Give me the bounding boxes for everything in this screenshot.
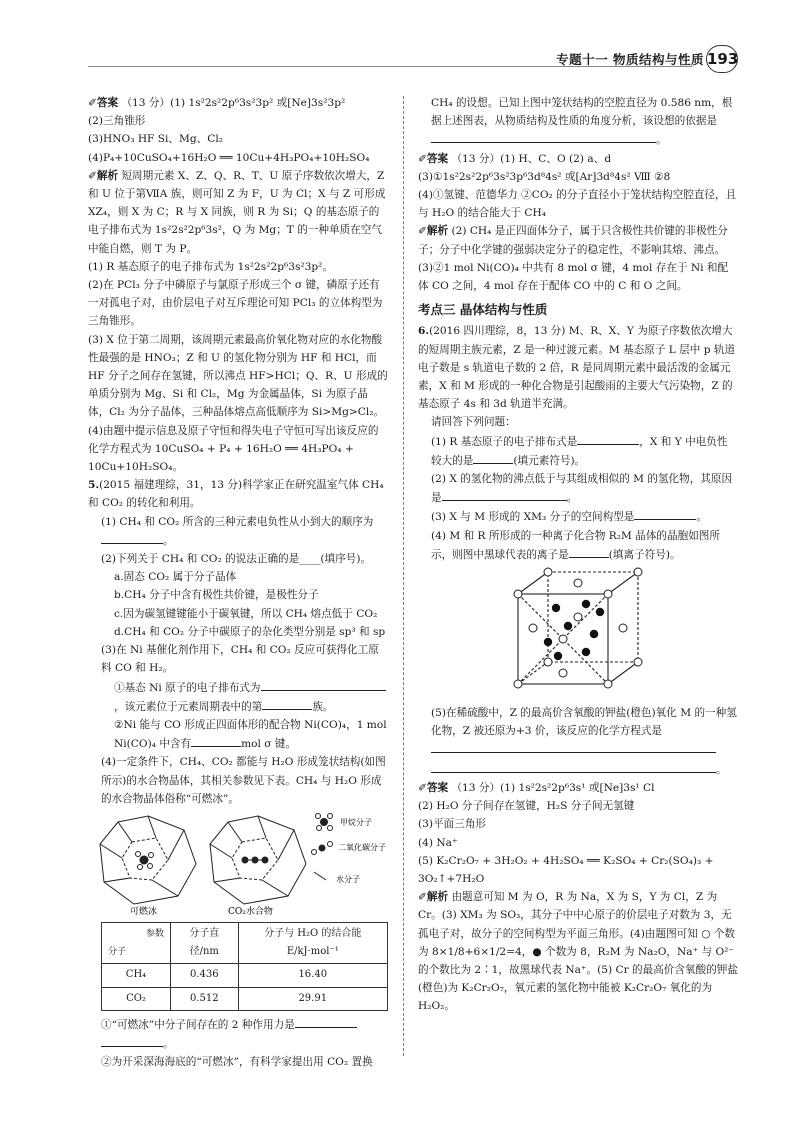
answer-blank[interactable]	[577, 432, 639, 445]
q6-part-2	[418, 470, 738, 507]
q5-part-4-1-text: ①“可燃冰”中分子间存在的 2 种作用力是	[101, 1018, 295, 1031]
answer-blank[interactable]	[473, 451, 513, 464]
question-text: (2015 福建理综，31，13 分)科学家正在研究温室气体 CH₄ 和 CO₂ 的转化和利用。	[88, 479, 384, 510]
chapter-title: 专题十一 物质结构与性质	[556, 52, 704, 67]
methane-legend-icon	[316, 813, 333, 830]
q6-part-3-text: (3) X 与 M 形成的 XM₃ 分子的空间构型是	[431, 511, 635, 524]
right-column	[418, 94, 738, 1016]
q5-part-4-2-continued: CH₄ 的设想。已知上图中笼状结构的空腔直径为 0.586 nm，根据上述图表，从物质结构及性质的角度分析，该设想的依据是	[431, 97, 733, 128]
table-row	[102, 987, 388, 1010]
header-rule	[88, 66, 692, 67]
analysis-icon: ✐	[418, 225, 427, 238]
answer-icon: ✐	[418, 152, 427, 165]
answer-blank[interactable]	[101, 1034, 163, 1047]
answer-1-line-4: (4)P₄+10CuSO₄+16H₂O ══ 10Cu+4H₃PO₄+10H₂SO₄	[88, 151, 370, 164]
q5-option-b: b.CH₄ 分子中含有极性共价键，是极性分子	[114, 589, 319, 602]
answer-text: （13 分）(1) 1s²2s²2p⁶3s¹ 或[Ne]3s¹ Cl	[451, 781, 655, 794]
co2-legend-icon	[312, 841, 333, 854]
q6-part-2-text: (2) X 的氢化物的沸点低于与其组成相似的 M 的氢化物，其原因是	[431, 473, 733, 505]
figure-label-2: CO₂水合物	[228, 906, 273, 917]
table-header-param: 参数	[145, 928, 164, 939]
answer-3-line-1	[418, 779, 738, 797]
explanation-text: 短周期元素 X、Z、Q、R、T、U 原子序数依次增大，Z 和 U 位于第ⅦA 族，则可知 Z 为 F，U 为 Cl；X 与 Z 可形成 XZ₄，则 X 为 C；R 与 X 同族，则 R 为 Si；Q 的基态原子的电子排布式为 1s²2s²2p⁶3s²，Q 为 Mg；T 的一种单质在空气中能自燃，则 T 为 P。	[88, 169, 386, 255]
answer-blank[interactable]	[431, 760, 716, 773]
q5-part-4-1	[88, 1015, 388, 1034]
q6-part-5-blank-line-2: 。	[418, 760, 738, 779]
answer-blank[interactable]	[262, 697, 312, 710]
period: 。	[163, 534, 174, 547]
table-header-energy: 分子与 H₂O 的结合能 E/kJ·mol⁻¹	[238, 922, 387, 963]
anion-spheres	[514, 568, 642, 688]
answer-blank[interactable]	[101, 531, 163, 544]
question-number: 5.	[88, 479, 100, 492]
period: 。	[566, 492, 578, 505]
data-table	[101, 922, 388, 1011]
answer-2-line-2: (3)①1s²2s²2p⁶3s²3p⁶3d⁸4s² 或[Ar]3d⁸4s² Ⅷ ②8	[418, 170, 671, 183]
table-cell: 16.40	[238, 964, 387, 987]
q6-part-4-text-2: (填离子符号)。	[608, 548, 681, 561]
unit-cell-figure	[418, 564, 738, 704]
explanation-1-p3: (2)在 PCl₃ 分子中磷原子与氯原子形成三个 σ 键，磷原子还有一对孤电子对，由价层电子对互斥理论可知 PCl₃ 的立体构型为三角锥形。	[88, 279, 383, 328]
analysis-icon: ✐	[418, 891, 427, 904]
q5-part-4-2: ②为开采深海海底的“可燃冰”，有科学家提出用 CO₂ 置换	[101, 1056, 373, 1069]
answer-3-line-3: (3)平面三角形	[418, 818, 486, 831]
answer-blank[interactable]	[191, 734, 241, 747]
answer-blank[interactable]	[431, 740, 716, 753]
q5-part-3: (3)在 Ni 基催化剂作用下，CH₄ 和 CO₂ 反应可获得化工原料 CO 和 H₂。	[101, 644, 379, 675]
figure-label-1: 可燃冰	[130, 906, 158, 917]
explanation-1-p4: (3) X 位于第二周期，该周期元素最高价氧化物对应的水化物酸性最强的是 HNO₃；Z 和 U 的氢化物分别为 HF 和 HCl，而 HF 分子之间存在氢键，所以沸点 HF>HCl；Q、R、U 形成的单质分别为 Mg、Si 和 Cl₂，Mg 为金属晶体，Si 为原子晶体，Cl₂ 为分子晶体，三种晶体熔点高低顺序为 Si>Mg>Cl₂。	[88, 333, 388, 419]
q6-part-1-text-3: (填元素符号)。	[513, 454, 586, 467]
q5-part-3-1-text-2: ，该元素位于元素周期表中的第	[114, 700, 263, 713]
explanation-1-p5: (4)由题中提示信息及原子守恒和得失电子守恒可写出该反应的化学方程式为 10CuSO₄ + P₄ + 16H₂O ══ 4H₃PO₄ + 10Cu+10H₂SO₄。	[88, 424, 379, 474]
answer-text: （13 分）(1) H、C、O (2) a、d	[451, 152, 612, 165]
analysis-label: 解析	[426, 225, 449, 238]
answer-label: 答案	[96, 97, 119, 109]
answer-blank[interactable]	[531, 130, 656, 143]
question-6-head	[418, 322, 738, 413]
cage-structure-1	[100, 816, 196, 904]
q5-part-1-blank-line	[88, 531, 388, 550]
question-5-head	[88, 476, 388, 512]
column-divider	[403, 96, 404, 1056]
answer-blank[interactable]	[431, 130, 531, 143]
answer-1-line-1	[88, 94, 388, 112]
water-legend-icon	[314, 872, 326, 880]
q5-part-3-1	[88, 678, 388, 716]
q6-part-1-text: (1) R 基态原子的电子排布式是	[431, 435, 578, 448]
explanation-text: (2) CH₄ 是正四面体分子，属于只含极性共价键的非极性分子；分子中化学键的强弱决定分子的稳定性，不影响其熔、沸点。(3)②1 mol Ni(CO)₄ 中共有 8 mol σ 键，4 mol 存在于 Ni 和配体 CO 之间，4 mol 存在于配体 CO 中的 C 和 O 之间。	[418, 225, 729, 293]
answer-blank[interactable]	[261, 678, 386, 691]
explanation-text: 由题意可知 M 为 O，R 为 Na，X 为 S，Y 为 Cl，Z 为 Cr。(3) XM₃ 为 SO₃，其分子中中心原子的价层电子对数为 3，无孤电子对，故分子的空间构型为平面三角形。(4)由题图可知 ○ 个数为 8×1/8+6×1/2=4，● 个数为 8，R₂M 为 Na₂O，Na⁺ 与 O²⁻ 的个数比为 2∶1，故黑球代表 Na⁺。(5) Cr 的最高价含氧酸的钾盐(橙色)为 K₂Cr₂O₇，氧元素的氢化物中能被 K₂Cr₂O₇ 氧化的为 H₂O₂。	[418, 891, 738, 1013]
answer-icon: ✐	[88, 97, 97, 109]
q6-part-4-text: (4) M 和 R 所形成的一种离子化合物 R₂M 晶体的晶胞如图所示，则图中黑球代表的离子是	[431, 529, 720, 561]
q5-part-2: (2)下列关于 CH₄ 和 CO₂ 的说法正确的是____(填序号)。	[101, 553, 372, 566]
table-row	[102, 964, 388, 987]
q5-option-a: a.固态 CO₂ 属于分子晶体	[114, 571, 237, 584]
q5-part-1-text: (1) CH₄ 和 CO₂ 所含的三种元素电负性从小到大的顺序为	[101, 515, 374, 528]
page-number: 193	[706, 45, 738, 73]
q6-part-3	[418, 507, 738, 526]
answer-3-line-5: (5) K₂Cr₂O₇ + 3H₂O₂ + 4H₂SO₄ ══ K₂SO₄ + Cr₂(SO₄)₃ + 3O₂↑+7H₂O	[418, 854, 714, 885]
q6-part-1-text-2: ，X 和 Y 中电负性较大的是	[431, 435, 728, 467]
table-cell: 0.436	[171, 964, 239, 987]
cage-structure-2	[210, 816, 306, 904]
q5-part-3-1-text: ①基态 Ni 原子的电子排布式为	[114, 681, 261, 694]
question-text: (2016 四川理综，8，13 分) M、R、X、Y 为原子序数依次增大的短周期主族元素，Z 是一种过渡元素。M 基态原子 L 层中 p 轨道电子数是 s 轨道电子数的 2 倍，R 是同周期元素中最活泼的金属元素，X 和 M 形成的一种化合物是引起酸雨的主要大气污染物，Z 的基态原子 4s 和 3d 轨道半充满。	[418, 325, 736, 411]
table-corner-cell	[102, 922, 171, 963]
q5-part-1	[88, 513, 388, 531]
table-cell: 29.91	[238, 987, 387, 1010]
answer-1-line-3: (3)HNO₃ HF Si、Mg、Cl₂	[88, 133, 223, 146]
q5-part-3-2	[88, 716, 388, 753]
q6-part-5: (5)在稀硫酸中，Z 的最高价含氧酸的钾盐(橙色)氧化 M 的一种氢化物，Z 被还原为+3 价，该反应的化学方程式是	[431, 707, 737, 738]
answer-blank[interactable]	[634, 507, 696, 520]
answer-label: 答案	[426, 781, 449, 794]
answer-blank[interactable]	[569, 545, 609, 558]
table-header-molecule: 分子	[108, 947, 127, 958]
page-header	[0, 42, 800, 76]
explanation-3	[418, 888, 738, 1015]
answer-2-line-1	[418, 150, 738, 168]
answer-1-line-2: (2)三角锥形	[88, 115, 146, 128]
left-column	[88, 94, 388, 1071]
explanation-1-p2: (1) R 基态原子的电子排布式为 1s²2s²2p⁶3s²3p²。	[88, 260, 334, 273]
period: 。	[696, 511, 707, 524]
q5-part-4: (4)一定条件下，CH₄、CO₂ 都能与 H₂O 形成笼状结构(如图所示)的水合物晶体，其相关参数见下表。CH₄ 与 H₂O 形成的水合物晶体俗称“可燃冰”。	[101, 756, 386, 805]
answer-blank[interactable]	[442, 488, 567, 501]
explanation-2	[418, 222, 738, 295]
legend-water: 水分子	[336, 874, 360, 884]
q5-part-3-2-text-2: mol σ 键。	[241, 738, 297, 751]
answer-2-line-3: (4)①氢键、范德华力 ②CO₂ 的分子直径小于笼状结构空腔直径，且与 H₂O 的结合能大于 CH₄	[418, 189, 737, 220]
clathrate-figure	[88, 808, 388, 918]
q6-part-1	[418, 432, 738, 470]
legend-co2: 二氧化碳分子	[338, 842, 386, 852]
q6-part-5-blank-line	[418, 740, 738, 759]
answer-label: 答案	[426, 152, 449, 165]
q6-prompt: 请回答下列问题：	[431, 416, 516, 429]
question-number: 6.	[418, 325, 430, 338]
table-cell: CO₂	[102, 987, 171, 1010]
answer-text: （13 分）(1) 1s²2s²2p⁶3s²3p² 或[Ne]3s²3p²	[121, 97, 346, 109]
q5-option-c: c.因为碳氢键键能小于碳氧键，所以 CH₄ 熔点低于 CO₂	[114, 607, 378, 620]
explanation-1	[88, 167, 388, 258]
q5-option-d: d.CH₄ 和 CO₂ 分子中碳原子的杂化类型分别是 sp³ 和 sp	[114, 625, 386, 638]
table-cell: 0.512	[171, 987, 239, 1010]
analysis-label: 解析	[96, 169, 119, 182]
analysis-icon: ✐	[88, 169, 97, 182]
answer-3-line-2: (2) H₂O 分子间存在氢键，H₂S 分子间无氢键	[418, 800, 635, 813]
q6-part-4	[418, 527, 738, 564]
legend-methane: 甲烷分子	[340, 817, 372, 827]
q5-part-4-2-blank-line: 。	[418, 130, 738, 149]
answer-icon: ✐	[418, 781, 427, 794]
answer-3-line-4: (4) Na⁺	[418, 836, 458, 849]
section-title: 考点三 晶体结构与性质	[418, 302, 548, 318]
q5-part-4-1-blank-line: 。	[88, 1034, 388, 1053]
table-header-diameter: 分子直径/nm	[171, 922, 239, 963]
table-cell: CH₄	[102, 964, 171, 987]
q5-part-3-1-text-3: 族。	[312, 700, 334, 713]
cation-spheres	[544, 600, 604, 660]
analysis-label: 解析	[426, 891, 449, 904]
answer-blank[interactable]	[295, 1015, 357, 1028]
q5-part-3-2-text: ②Ni 能与 CO 形成正四面体形的配合物 Ni(CO)₄，1 mol Ni(CO)₄ 中含有	[114, 718, 387, 751]
